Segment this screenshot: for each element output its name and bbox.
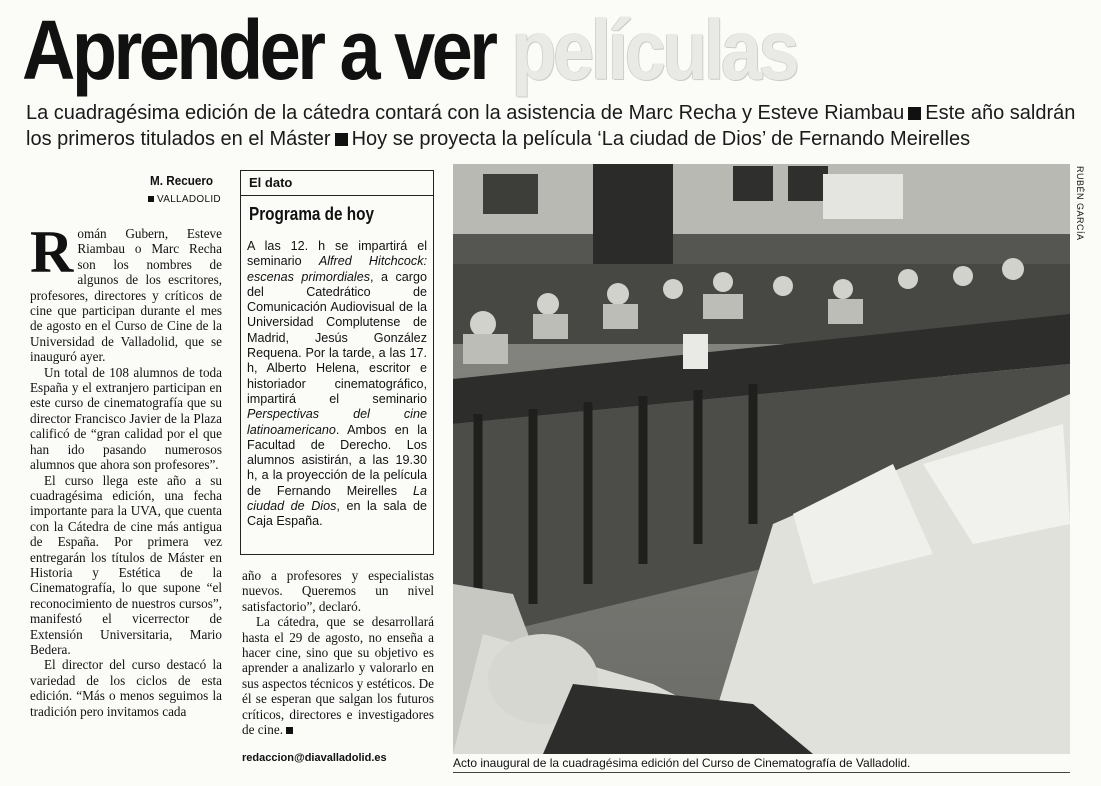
end-mark-icon bbox=[286, 727, 293, 734]
subtitle bbox=[26, 100, 1086, 152]
caption-divider bbox=[453, 772, 1070, 773]
square-bullet-icon bbox=[335, 133, 348, 146]
sidebar-text-part: . Ambos en la Facultad de Derecho. Los alumnos asistirán, a las 19.30 h, a la proyección de la película de Fernando Meirelles bbox=[247, 422, 427, 498]
sidebar-text-italic: La ciudad de Dios bbox=[247, 483, 427, 514]
sidebar-text-part: , en la sala de Caja España. bbox=[247, 499, 427, 529]
photo-caption: Acto inaugural de la cuadragésima edición del Curso de Cinematografía de Valladolid. bbox=[453, 756, 911, 770]
auditorium-photo-illustration bbox=[453, 164, 1070, 754]
byline-author: M. Recuero bbox=[150, 173, 214, 188]
sidebar-title: Programa de hoy bbox=[249, 204, 374, 224]
article-paragraph: Un total de 108 alumnos de toda España y el extranjero participan en este curso de cinematografía que su director Francisco Javier de la Plaza calificó de “gran calidad por el que han ido pasando numerosos alumnos que ahora son profesores”. bbox=[30, 364, 222, 473]
paragraph-text: La cátedra, que se desarrollará hasta el 29 de agosto, no enseña a hacer cine, sino que su objetivo es aprender a analizarlo y valorarlo en sus aspectos técnicos y estéticos. De él se esperan que salgan los futuros críticos, directores e investigadores de cine. bbox=[242, 614, 434, 738]
photo-credit: RUBÉN GARCÍA bbox=[1075, 166, 1085, 241]
article-paragraph: año a profesores y especialistas nuevos. Queremos un nivel satisfactorio”, declaró. bbox=[242, 568, 434, 614]
article-column-1 bbox=[30, 226, 222, 761]
paragraph-text: omán Gubern, Esteve Riambau o Marc Recha son los nombres de algunos de los escritores, profesores, directores y críticos de cine que participan durante el mes de agosto en el Curso de Cine de la Universidad de Valladolid, que se inauguró ayer. bbox=[30, 226, 222, 365]
article-paragraph bbox=[242, 614, 434, 737]
contact-email: redaccion@diavalladolid.es bbox=[242, 752, 387, 764]
square-bullet-icon bbox=[908, 107, 921, 120]
sidebar-text-part: , a cargo del Catedrático de Comunicación Audiovisual de la Universidad Complutense de Madrid, Jesús González Requena. Por la tarde, a las 17. h, Alberto Helena, escritor e historiador cinematográfico, impartirá el seminario bbox=[247, 269, 427, 406]
article-photo bbox=[453, 164, 1070, 754]
article-paragraph bbox=[30, 226, 222, 365]
location-text: VALLADOLID bbox=[157, 194, 221, 205]
headline-highlight: películas bbox=[511, 3, 797, 97]
subtitle-part-2: Este año saldrán los primeros titulados en el Máster bbox=[26, 102, 1076, 150]
square-bullet-icon bbox=[148, 196, 154, 202]
sidebar-label: El dato bbox=[249, 175, 293, 190]
article-paragraph: El director del curso destacó la variedad de los ciclos de esta edición. “Más o menos seguimos la tradición pero invitamos cada bbox=[30, 657, 222, 719]
sidebar-text-italic: Alfred Hitchcock: escenas primordiales bbox=[247, 254, 428, 284]
headline bbox=[22, 4, 796, 96]
sidebar-text-part: A las 12. h se impartirá el seminario bbox=[247, 239, 427, 269]
sidebar-box bbox=[240, 170, 434, 555]
article-column-2 bbox=[242, 568, 434, 752]
sidebar-text bbox=[247, 239, 427, 530]
article-paragraph: El curso llega este año a su cuadragésima edición, una fecha importante para la UVA, que cuenta con la Cátedra de cine más antigua de España. Por primera vez entregarán los títulos de Máster en Historia y Estética de la Cinematografía, lo que supone “el reconocimiento de nuestros cursos”, manifestó el vicerrector de Extensión Universitaria, Mario Bedera. bbox=[30, 472, 222, 657]
headline-main: Aprender a ver bbox=[22, 3, 512, 97]
sidebar-text-italic: Perspectivas del cine latinoamericano bbox=[247, 407, 427, 437]
sidebar-divider bbox=[241, 195, 433, 196]
subtitle-part-3: Hoy se proyecta la película ‘La ciudad de Dios’ de Fernando Meirelles bbox=[351, 128, 971, 150]
subtitle-part-1: La cuadragésima edición de la cátedra contará con la asistencia de Marc Recha y Esteve Riambau bbox=[26, 102, 905, 124]
byline-location bbox=[148, 194, 221, 205]
drop-cap: R bbox=[30, 226, 74, 285]
